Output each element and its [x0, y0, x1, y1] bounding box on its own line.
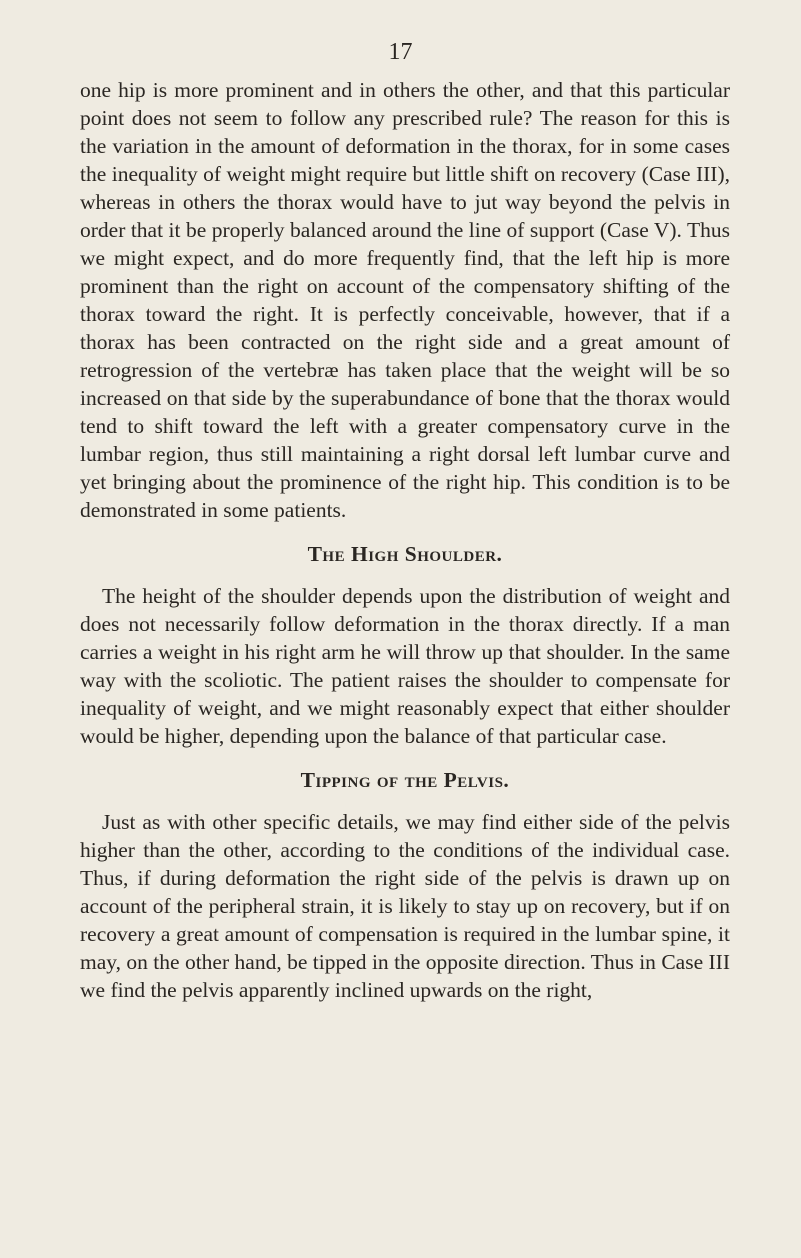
page-number: 17	[388, 39, 413, 65]
heading-high-shoulder: The High Shoulder.	[307, 542, 503, 566]
page-body	[80, 76, 730, 1004]
paragraph-pelvis-tipping: Just as with other specific details, we may find either side of the pelvis higher than the other, according to the conditions of the individual case. Thus, if during deformation the right side of the pelvis is drawn up on account of the peripheral strain, it is likely to stay up on recovery, but if on recovery a great amount of compensation is required in the lumbar spine, it may, on the other hand, be tipped in the opposite direction. Thus in Case III we find the pelvis apparently inclined upwards on the right,	[80, 810, 730, 1002]
paragraph-hip-prominence: one hip is more prominent and in others the other, and that this particular point does not seem to follow any prescribed rule? The reason for this is the variation in the amount of deformation in the thorax, for in some cases the inequality of weight might require but little shift on recovery (Case III), whereas in others the thorax would have to jut way beyond the pelvis in order that it be properly balanced around the line of support (Case V). Thus we might expect, and do more frequently find, that the left hip is more prominent than the right on account of the compensatory shifting of the thorax toward the right. It is perfectly conceivable, however, that if a thorax has been contracted on the right side and a great amount of retrogression of the vertebræ has taken place that the weight will be so increased on that side by the superabundance of bone that the thorax would tend to shift toward the left with a greater compensatory curve in the lumbar region, thus still maintaining a right dorsal left lumbar curve and yet bringing about the prominence of the right hip. This condition is to be demonstrated in some patients.	[80, 78, 730, 522]
paragraph-shoulder-height: The height of the shoulder depends upon the distribution of weight and does not necessarily follow deformation in the thorax directly. If a man carries a weight in his right arm he will throw up that shoulder. In the same way with the scoliotic. The patient raises the shoulder to compensate for inequality of weight, and we might reasonably expect that either shoulder would be higher, depending upon the balance of that particular case.	[80, 584, 730, 748]
heading-tipping-pelvis: Tipping of the Pelvis.	[300, 768, 510, 792]
